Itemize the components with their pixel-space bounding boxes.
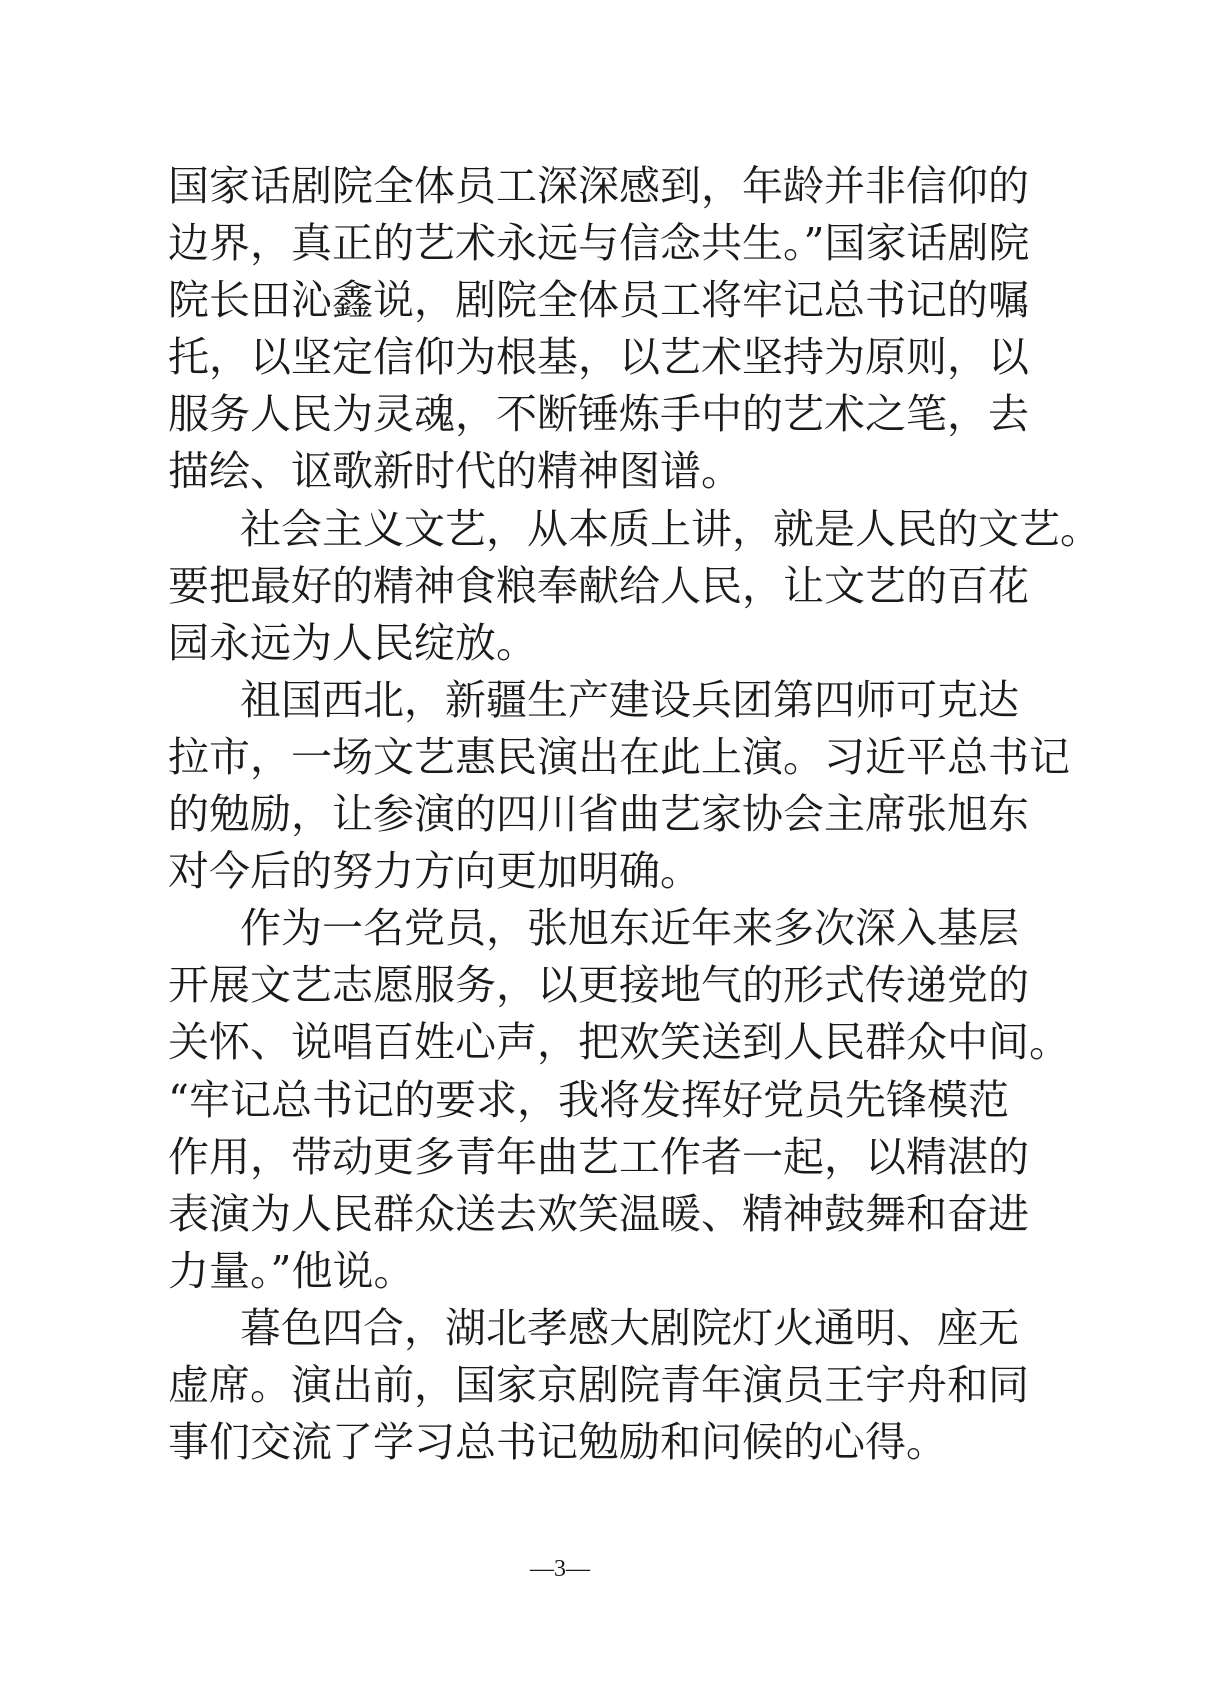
text-line: 关怀、说唱百姓心声，把欢笑送到人民群众中间。: [168, 1018, 1070, 1067]
text-line: 拉市，一场文艺惠民演出在此上演。习近平总书记: [168, 732, 1070, 781]
text-line: 暮色四合，湖北孝感大剧院灯火通明、座无: [240, 1303, 1019, 1352]
text-line: 祖国西北，新疆生产建设兵团第四师可克达: [240, 675, 1019, 724]
text-line: 托，以坚定信仰为根基，以艺术坚持为原则，以: [168, 333, 1029, 382]
text-line: “牢记总书记的要求，我将发挥好党员先锋模范: [168, 1075, 1009, 1124]
text-line: 作用，带动更多青年曲艺工作者一起，以精湛的: [168, 1132, 1029, 1181]
text-line: 表演为人民群众送去欢笑温暖、精神鼓舞和奋进: [168, 1189, 1029, 1238]
text-line: 力量。”他说。: [168, 1246, 415, 1295]
text-line: 边界，真正的艺术永远与信念共生。”国家话剧院: [168, 219, 1030, 268]
text-line: 虚席。演出前，国家京剧院青年演员王宇舟和同: [168, 1360, 1029, 1409]
text-line: 院长田沁鑫说，剧院全体员工将牢记总书记的嘱: [168, 276, 1029, 325]
text-line: 国家话剧院全体员工深深感到，年龄并非信仰的: [168, 162, 1029, 210]
text-line: 描绘、讴歌新时代的精神图谱。: [168, 447, 742, 496]
text-line: 要把最好的精神食粮奉献给人民，让文艺的百花: [168, 561, 1029, 610]
page-number: —3—: [530, 1556, 590, 1582]
text-line: 开展文艺志愿服务，以更接地气的形式传递党的: [168, 961, 1029, 1010]
text-line: 作为一名党员，张旭东近年来多次深入基层: [240, 904, 1019, 953]
text-line: 园永远为人民绽放。: [168, 618, 537, 667]
body-text: [168, 158, 1101, 1471]
text-line: 的勉励，让参演的四川省曲艺家协会主席张旭东: [168, 790, 1029, 839]
text-line: 服务人民为灵魂，不断锤炼手中的艺术之笔，去: [168, 390, 1029, 439]
text-line: 事们交流了学习总书记勉励和问候的心得。: [168, 1418, 947, 1467]
text-line: 社会主义文艺，从本质上讲，就是人民的文艺。: [240, 504, 1101, 553]
text-line: 对今后的努力方向更加明确。: [168, 847, 701, 896]
